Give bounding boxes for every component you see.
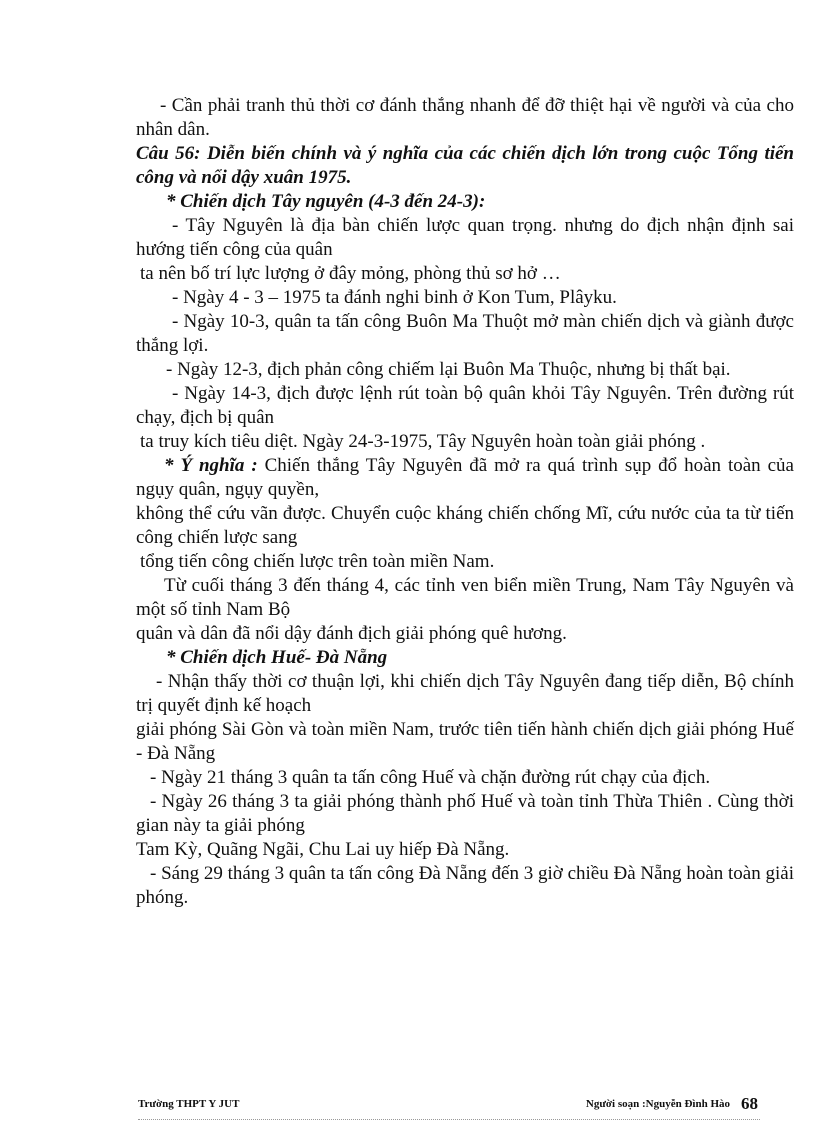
document-body xyxy=(136,94,794,910)
paragraph xyxy=(136,670,794,718)
paragraph xyxy=(136,382,794,430)
paragraph xyxy=(136,94,794,142)
paragraph-text: ta truy kích tiêu diệt. Ngày 24-3-1975, Tây Nguyên hoàn toàn giải phóng . xyxy=(140,431,706,452)
paragraph-text: - Ngày 26 tháng 3 ta giải phóng thành phố Huế và toàn tỉnh Thừa Thiên . Cùng thời gian này ta giải phóng xyxy=(136,791,794,836)
footer-author: Người soạn :Nguyễn Đình Hào xyxy=(585,1098,730,1110)
paragraph-text: * Chiến dịch Tây nguyên (4-3 đến 24-3): xyxy=(166,191,486,212)
paragraph xyxy=(136,214,794,262)
inline-heading: * Ý nghĩa : xyxy=(164,455,258,476)
paragraph xyxy=(136,502,794,550)
paragraph xyxy=(136,862,794,910)
paragraph-text: Tam Kỳ, Quãng Ngãi, Chu Lai uy hiếp Đà Nẵng. xyxy=(136,839,510,860)
paragraph-text: - Ngày 4 - 3 – 1975 ta đánh nghi binh ở Kon Tum, Plâyku. xyxy=(172,287,617,308)
paragraph-text: - Tây Nguyên là địa bàn chiến lược quan trọng. nhưng do địch nhận định sai hướng tiến công của quân xyxy=(136,215,794,260)
paragraph xyxy=(136,358,794,382)
paragraph xyxy=(136,310,794,358)
paragraph-text: Từ cuối tháng 3 đến tháng 4, các tỉnh ven biển miền Trung, Nam Tây Nguyên và một số tỉnh Nam Bộ xyxy=(136,575,794,620)
paragraph-text: - Nhận thấy thời cơ thuận lợi, khi chiến dịch Tây Nguyên đang tiếp diễn, Bộ chính trị quyết định kế hoạch xyxy=(136,671,794,716)
paragraph xyxy=(136,718,794,766)
paragraph xyxy=(136,790,794,838)
paragraph xyxy=(136,838,794,862)
paragraph-text: * Chiến dịch Huế- Đà Nẵng xyxy=(166,647,388,668)
paragraph-text: - Ngày 10-3, quân ta tấn công Buôn Ma Thuột mở màn chiến dịch và giành được thắng lợi. xyxy=(136,311,794,356)
paragraph xyxy=(136,430,794,454)
paragraph-text: Câu 56: Diễn biến chính và ý nghĩa của các chiến dịch lớn trong cuộc Tổng tiến công và nổi dậy xuân 1975. xyxy=(136,143,794,188)
paragraph-text: - Cần phải tranh thủ thời cơ đánh thắng nhanh để đỡ thiệt hại về người và của cho nhân dân. xyxy=(136,95,794,140)
paragraph-text: tổng tiến công chiến lược trên toàn miền Nam. xyxy=(140,551,495,572)
page-number: 68 xyxy=(741,1094,758,1113)
paragraph-text: quân và dân đã nổi dậy đánh địch giải phóng quê hương. xyxy=(136,623,567,644)
paragraph-text: ta nên bố trí lực lượng ở đây mỏng, phòng thủ sơ hở … xyxy=(140,263,561,284)
paragraph xyxy=(136,622,794,646)
paragraph-text: - Ngày 12-3, địch phản công chiếm lại Buôn Ma Thuộc, nhưng bị thất bại. xyxy=(166,359,731,380)
paragraph xyxy=(136,550,794,574)
footer-divider xyxy=(138,1119,760,1120)
paragraph xyxy=(136,766,794,790)
paragraph-text: Chiến thắng Tây Nguyên đã mở ra quá trình sụp đổ hoàn toàn của ngụy quân, ngụy quyền, xyxy=(136,455,794,500)
paragraph-text: - Ngày 21 tháng 3 quân ta tấn công Huế và chặn đường rút chạy của địch. xyxy=(150,767,711,788)
paragraph xyxy=(136,142,794,190)
footer-school: Trường THPT Y JUT xyxy=(138,1098,240,1110)
paragraph-text: giải phóng Sài Gòn và toàn miền Nam, trước tiên tiến hành chiến dịch giải phóng Huế - Đà Nẵng xyxy=(136,719,794,764)
paragraph xyxy=(136,454,794,502)
paragraph xyxy=(136,262,794,286)
paragraph-text: không thể cứu vãn được. Chuyển cuộc kháng chiến chống Mĩ, cứu nước của ta từ tiến công chiến lược sang xyxy=(136,503,794,548)
paragraph xyxy=(136,190,794,214)
paragraph xyxy=(136,286,794,310)
paragraph-text: - Sáng 29 tháng 3 quân ta tấn công Đà Nẵng đến 3 giờ chiều Đà Nẵng hoàn toàn giải phóng. xyxy=(136,863,794,908)
paragraph xyxy=(136,574,794,622)
paragraph-text: - Ngày 14-3, địch được lệnh rút toàn bộ quân khỏi Tây Nguyên. Trên đường rút chạy, địch bị quân xyxy=(136,383,794,428)
paragraph xyxy=(136,646,794,670)
